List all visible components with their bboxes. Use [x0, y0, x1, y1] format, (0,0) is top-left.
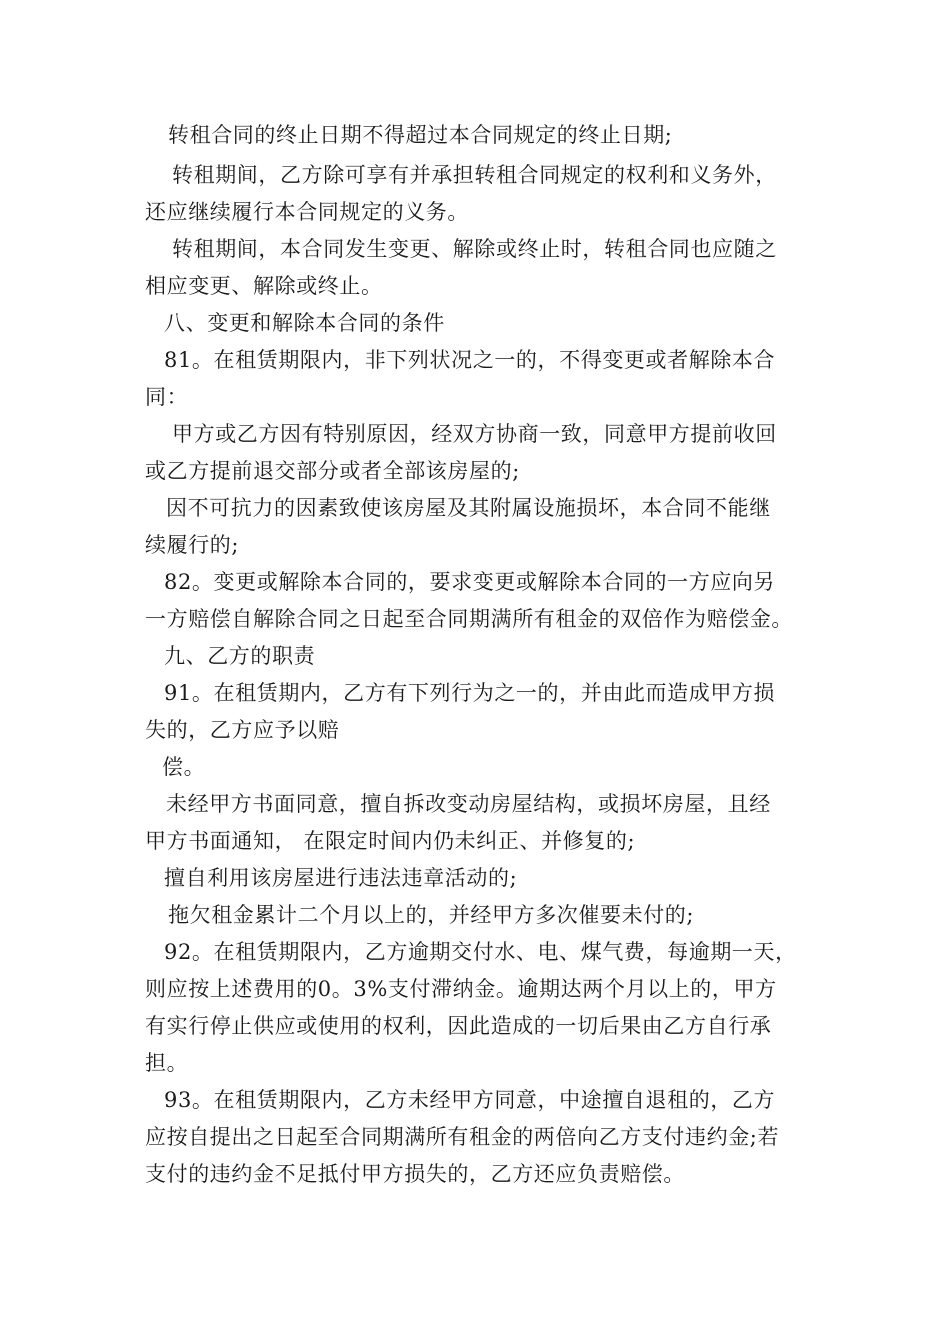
text-line: 担。: [145, 1051, 189, 1075]
text-line: 甲方书面通知， 在限定时间内仍未纠正、并修复的;: [145, 829, 636, 853]
text-line: 转租合同的终止日期不得超过本合同规定的终止日期;: [168, 123, 673, 147]
clause-line: 92。在租赁期限内，乙方逾期交付水、电、煤气费，每逾期一天，: [164, 940, 797, 964]
text-line: 相应变更、解除或终止。: [145, 274, 383, 298]
text-line: 擅自利用该房屋进行违法违章活动的;: [164, 866, 518, 890]
text-line: 还应继续履行本合同规定的义务。: [145, 200, 469, 224]
text-line: 同：: [145, 385, 189, 409]
text-line: 因不可抗力的因素致使该房屋及其附属设施损坏，本合同不能继: [166, 496, 771, 520]
text-line: 一方赔偿自解除合同之日起至合同期满所有租金的双倍作为赔偿金。: [145, 607, 793, 631]
text-line: 或乙方提前退交部分或者全部该房屋的;: [145, 459, 520, 483]
text-line: 甲方或乙方因有特别原因，经双方协商一致，同意甲方提前收回: [172, 422, 777, 446]
section-heading: 八、变更和解除本合同的条件: [164, 311, 445, 335]
text-line: 转租期间，乙方除可享有并承担转租合同规定的权利和义务外，: [172, 163, 777, 187]
text-line: 续履行的;: [145, 533, 240, 557]
text-line: 支付的违约金不足抵付甲方损失的，乙方还应负责赔偿。: [145, 1162, 685, 1186]
clause-line: 82。变更或解除本合同的，要求变更或解除本合同的一方应向另: [164, 570, 776, 594]
text-line: 未经甲方书面同意，擅自拆改变动房屋结构，或损坏房屋，且经: [166, 792, 771, 816]
clause-line: 91。在租赁期内，乙方有下列行为之一的，并由此而造成甲方损: [164, 681, 776, 705]
text-line: 则应按上述费用的0。3%支付滞纳金。逾期达两个月以上的，甲方: [145, 977, 777, 1001]
section-heading: 九、乙方的职责: [164, 644, 316, 668]
text-line: 应按自提出之日起至合同期满所有租金的两倍向乙方支付违约金;若: [145, 1125, 780, 1149]
text-line: 偿。: [162, 755, 206, 779]
text-line: 拖欠租金累计二个月以上的，并经甲方多次催要未付的;: [168, 903, 695, 927]
clause-line: 81。在租赁期限内，非下列状况之一的，不得变更或者解除本合: [164, 348, 776, 372]
text-line: 有实行停止供应或使用的权利，因此造成的一切后果由乙方自行承: [145, 1014, 772, 1038]
text-line: 失的，乙方应予以赔: [145, 718, 340, 742]
clause-line: 93。在租赁期限内，乙方未经甲方同意，中途擅自退租的，乙方: [164, 1088, 776, 1112]
text-line: 转租期间，本合同发生变更、解除或终止时，转租合同也应随之: [172, 237, 777, 261]
